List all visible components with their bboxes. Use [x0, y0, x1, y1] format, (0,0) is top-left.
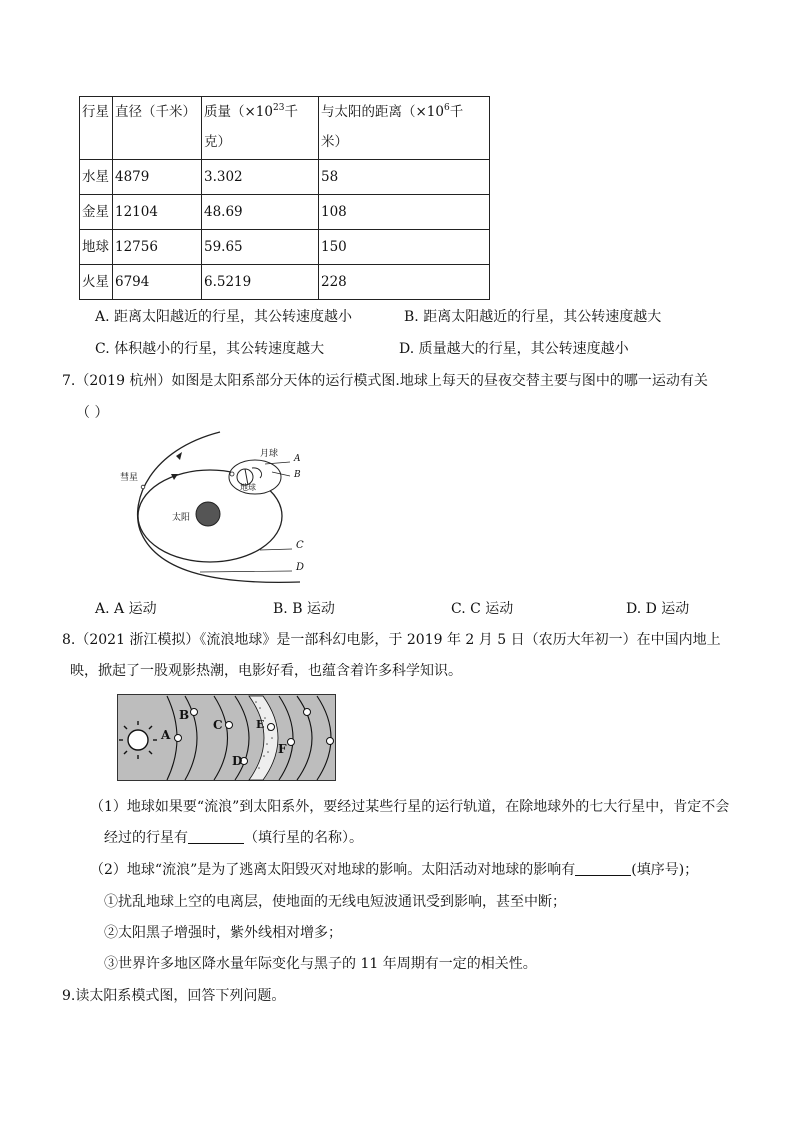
cell-mass: 59.65 — [202, 230, 319, 265]
cell-distance: 150 — [319, 230, 490, 265]
answer-blank-1 — [188, 829, 244, 844]
label-e: E — [256, 718, 265, 731]
sun-icon — [128, 730, 148, 750]
q6-option-d: D. 质量越大的行星，其公转速度越小 — [399, 341, 629, 357]
q7-option-d: D. D 运动 — [626, 601, 690, 617]
q8-sub2: （2）地球“流浪”是为了逃离太阳毁灭对地球的影响。太阳活动对地球的影响有 (填序号)； — [90, 862, 699, 878]
cell-planet: 水星 — [80, 160, 113, 195]
q7-answer-paren: （ ） — [76, 405, 109, 421]
label-earth: 地球 — [240, 483, 256, 492]
table-row — [80, 265, 490, 300]
label-a: A — [294, 454, 301, 464]
label-d: D — [296, 562, 305, 573]
label-sun: 太阳 — [172, 513, 191, 523]
answer-blank-2 — [575, 861, 631, 876]
cell-planet: 火星 — [80, 265, 113, 300]
header-planet: 行星 — [80, 97, 113, 160]
label-c: C — [213, 718, 223, 732]
figure-background — [118, 695, 336, 781]
cell-planet: 地球 — [80, 230, 113, 265]
q6-option-b: B. 距离太阳越近的行星，其公转速度越大 — [404, 309, 662, 325]
q7-stem: 7.（2019 杭州）如图是太阳系部分天体的运行模式图.地球上每天的昼夜交替主要与图中的哪一运动有关 — [62, 373, 708, 389]
pointer-line-d — [200, 571, 292, 572]
label-b: B — [294, 470, 301, 480]
q8-stem-line2: 映，掀起了一股观影热潮，电影好看，也蕴含着许多科学知识。 — [70, 663, 462, 679]
label-d: D — [232, 754, 243, 768]
cell-diameter: 12756 — [113, 230, 202, 265]
wandering-earth-orbit-figure — [117, 694, 336, 781]
q7-option-b: B. B 运动 — [273, 601, 335, 617]
q7-option-a: A. A 运动 — [95, 601, 157, 617]
cell-mass: 3.302 — [202, 160, 319, 195]
table-row — [80, 195, 490, 230]
label-comet: 彗星 — [120, 473, 139, 483]
header-diameter: 直径（千米） — [113, 97, 202, 160]
table-row — [80, 230, 490, 265]
q8-item-3: ③世界许多地区降水量年际变化与黑子的 11 年周期有一定的相关性。 — [104, 956, 537, 972]
table-header-row — [80, 97, 490, 160]
header-distance: 与太阳的距离（$\times 10^6$千 米） — [319, 97, 490, 160]
q6-option-c: C. 体积越小的行星，其公转速度越大 — [95, 341, 325, 357]
q8-stem-line1: 8.（2021 浙江模拟）《流浪地球》是一部科幻电影，于 2019 年 2 月 5 日（农历大年初一）在中国内地上 — [62, 632, 721, 648]
cell-mass: 6.5219 — [202, 265, 319, 300]
pointer-line-c — [260, 549, 292, 550]
q8-item-1: ①扰乱地球上空的电离层，使地面的无线电短波通讯受到影响，甚至中断； — [104, 894, 566, 910]
q9-stem: 9.读太阳系模式图，回答下列问题。 — [62, 988, 286, 1004]
cell-diameter: 6794 — [113, 265, 202, 300]
cell-distance: 108 — [319, 195, 490, 230]
table-row — [80, 160, 490, 195]
q7-option-c: C. C 运动 — [451, 601, 514, 617]
moon-dot — [230, 472, 234, 476]
planet-data-table — [79, 96, 490, 300]
cell-diameter: 12104 — [113, 195, 202, 230]
cell-diameter: 4879 — [113, 160, 202, 195]
cell-planet: 金星 — [80, 195, 113, 230]
comet-dot — [141, 485, 145, 489]
q8-sub1-line2: 经过的行星有 （填行星的名称）。 — [104, 830, 363, 846]
q6-option-a: A. 距离太阳越近的行星，其公转速度越小 — [95, 309, 353, 325]
cell-distance: 228 — [319, 265, 490, 300]
label-f: F — [278, 742, 287, 756]
q8-sub1-line1: （1）地球如果要“流浪”到太阳系外，要经过某些行星的运行轨道，在除地球外的七大行星中，肯定不会 — [90, 799, 730, 815]
label-c: C — [296, 540, 304, 551]
comet-arrow — [176, 452, 182, 460]
label-moon: 月球 — [260, 449, 279, 459]
q8-item-2: ②太阳黑子增强时，紫外线相对增多； — [104, 925, 342, 941]
cell-mass: 48.69 — [202, 195, 319, 230]
header-mass: 质量（$\times 10^{23}$千 克） — [202, 97, 319, 160]
label-a: A — [161, 728, 171, 742]
cell-distance: 58 — [319, 160, 490, 195]
label-b: B — [179, 708, 190, 722]
sun-icon — [196, 502, 220, 526]
solar-system-motion-figure — [110, 430, 330, 585]
